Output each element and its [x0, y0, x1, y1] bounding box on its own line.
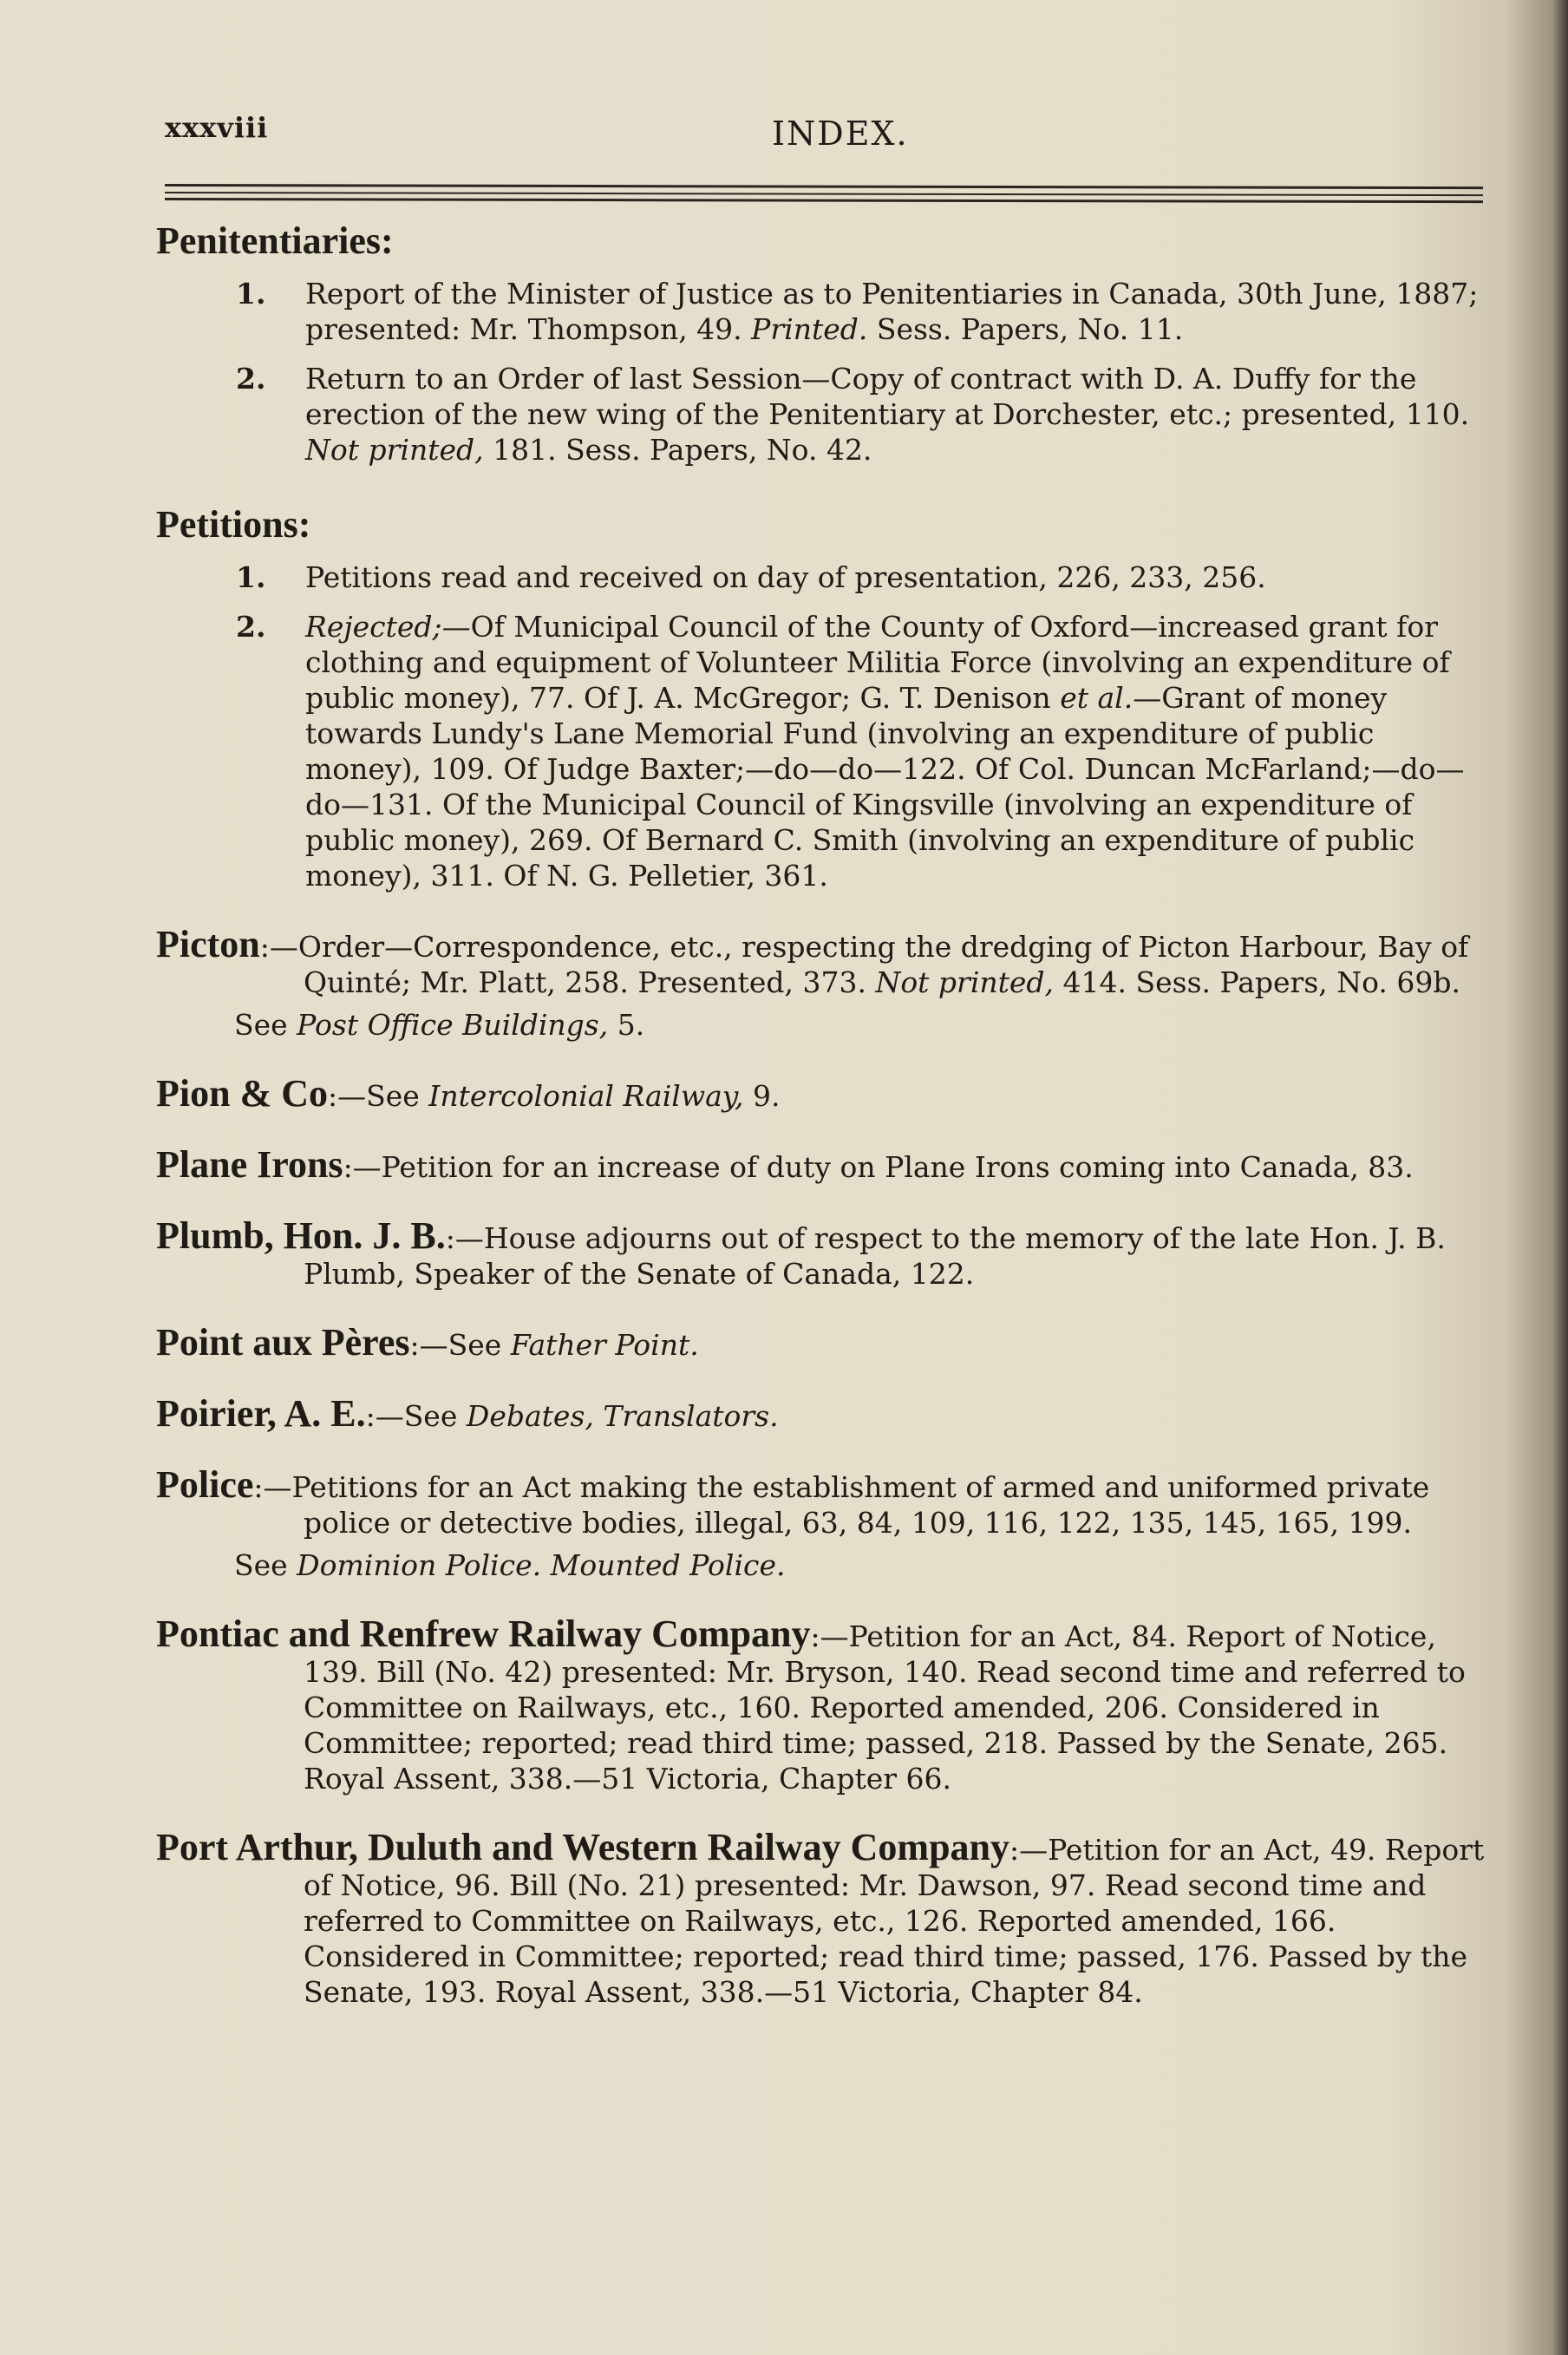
entry-petitions [156, 500, 1496, 893]
entry-title: Picton [156, 923, 260, 965]
item-tail: —Grant of money towards Lundy's Lane Memorial Fund (involving an expenditure of public money), 109. Of Judge Baxter;—do—do—122. Of Col. Duncan McFarland;—do—do—131. Of the Municipal Council of Kingsville (involving an expenditure of public money), 269. Of Bernard C. Smith (involving an expenditure of public money), 311. Of N. G. Pelletier, 361. [305, 681, 1465, 893]
entry-police [156, 1463, 1496, 1583]
list-item [156, 559, 1496, 595]
entry-body [156, 1826, 1496, 2010]
entry-pontiac-renfrew [156, 1613, 1496, 1796]
see-prefix: See [234, 1548, 288, 1582]
see-also [156, 1547, 1496, 1583]
list-item [156, 361, 1496, 468]
item-text: Petitions read and received on day of presentation, 226, 233, 256. [305, 560, 1266, 594]
item-italic: Not printed, [305, 433, 484, 467]
see-also [156, 1007, 1496, 1043]
page-header [165, 111, 1499, 163]
entry-body [156, 1613, 1496, 1796]
item-tail: Sess. Papers, No. 11. [876, 312, 1184, 346]
entry-text: :—See [409, 1328, 502, 1362]
entry-tail: 414. Sess. Papers, No. 69b. [1062, 965, 1460, 999]
item-number: 1. [236, 277, 266, 311]
entry-point-aux-peres [156, 1321, 1496, 1364]
entry-text: :—See [365, 1399, 458, 1433]
entry-body [156, 1214, 1496, 1292]
entry-body [156, 1463, 1496, 1541]
item-text: Report of the Minister of Justice as to Penitentiaries in Canada, 30th June, 1887; presented: Mr. Thompson, 49. [305, 277, 1479, 346]
see-tail: 5. [617, 1008, 645, 1042]
entry-title: Plumb, Hon. J. B. [156, 1214, 446, 1257]
entry-title: Point aux Pères [156, 1321, 410, 1364]
item-italic: Printed. [751, 312, 868, 346]
entry-text: :—Petition for an Act, 49. Report of Notice, 96. Bill (No. 21) presented: Mr. Dawson, 97. Read second time and referred to Committee on Railways, etc., 126. Reported amended, 166. Considered in Committee; reported; read third time; passed, 176. Passed by the Senate, 193. Royal Assent, 338.—51 Victoria, Chapter 84. [304, 1833, 1485, 2009]
entry-text: :—See [328, 1079, 420, 1113]
entry-title: Port Arthur, Duluth and Western Railway Company [156, 1826, 1010, 1868]
entry-tail: 9. [753, 1079, 781, 1113]
entry-body [156, 1321, 1496, 1364]
item-text: Return to an Order of last Session—Copy of contract with D. A. Duffy for the erection of the new wing of the Penitentiary at Dorchester, etc.; presented, 110. [305, 362, 1470, 431]
list-item [156, 609, 1496, 893]
entry-text: :—Petition for an increase of duty on Plane Irons coming into Canada, 83. [343, 1150, 1414, 1184]
header-rule-middle [165, 192, 1483, 196]
entry-poirier [156, 1392, 1496, 1435]
item-number: 1. [236, 560, 266, 594]
entry-text: :—Petitions for an Act making the establishment of armed and uniformed private police or detective bodies, illegal, 63, 84, 109, 116, 122, 135, 145, 165, 199. [253, 1470, 1430, 1540]
entry-title: Pontiac and Renfrew Railway Company [156, 1613, 811, 1655]
entry-plumb [156, 1214, 1496, 1292]
see-reference: Dominion Police. [297, 1548, 542, 1582]
entry-picton [156, 923, 1496, 1043]
list-item [156, 276, 1496, 347]
item-tail: 181. Sess. Papers, No. 42. [493, 433, 872, 467]
entry-plane-irons [156, 1143, 1496, 1186]
entry-title: Police [156, 1463, 254, 1506]
index-content [156, 217, 1496, 2010]
entry-body [156, 923, 1496, 1000]
entry-body [156, 1143, 1496, 1186]
see-reference: Post Office Buildings, [297, 1008, 609, 1042]
entry-title: Poirier, A. E. [156, 1392, 366, 1435]
page-number: xxxviii [165, 111, 269, 144]
entry-pion-co [156, 1072, 1496, 1115]
entry-body [156, 1072, 1496, 1115]
entry-italic: Not printed, [875, 965, 1055, 999]
entry-text: :—House adjourns out of respect to the memory of the late Hon. J. B. Plumb, Speaker of the Senate of Canada, 122. [304, 1221, 1446, 1291]
item-text: —Of Municipal Council of the County of Oxford—increased grant for clothing and equipment of Volunteer Militia Force (involving an expenditure of public money), 77. Of J. A. McGregor; G. T. Denison [305, 610, 1450, 715]
header-rule-top [165, 184, 1483, 189]
see-prefix: See [234, 1008, 288, 1042]
item-italic-2: et al. [1060, 681, 1134, 715]
entry-port-arthur [156, 1826, 1496, 2010]
entry-text: :—Order—Correspondence, etc., respecting the dredging of Picton Harbour, Bay of Quinté; Mr. Platt, 258. Presented, 373. [259, 930, 1469, 999]
entry-italic: Intercolonial Railway, [428, 1079, 744, 1113]
entry-italic: Father Point. [510, 1328, 699, 1362]
item-italic: Rejected; [305, 610, 442, 644]
entry-penitentiaries [156, 217, 1496, 468]
entry-italic: Debates, Translators. [466, 1399, 779, 1433]
item-number: 2. [236, 362, 266, 396]
entry-body [156, 1392, 1496, 1435]
running-head: INDEX. [772, 114, 909, 153]
header-rule-bottom [165, 198, 1483, 203]
item-number: 2. [236, 610, 266, 644]
entry-text: :—Petition for an Act, 84. Report of Notice, 139. Bill (No. 42) presented: Mr. Bryson, 140. Read second time and referred to Committee on Railways, etc., 160. Reported amended, 206. Considered in Committee; reported; read third time; passed, 218. Passed by the Senate, 265. Royal Assent, 338.—51 Victoria, Chapter 66. [304, 1619, 1466, 1796]
entry-title: Penitentiaries: [156, 219, 394, 262]
entry-title: Plane Irons [156, 1143, 343, 1186]
entry-title: Pion & Co [156, 1072, 328, 1115]
see-reference-2: Mounted Police. [550, 1548, 786, 1582]
entry-title: Petitions: [156, 503, 311, 546]
